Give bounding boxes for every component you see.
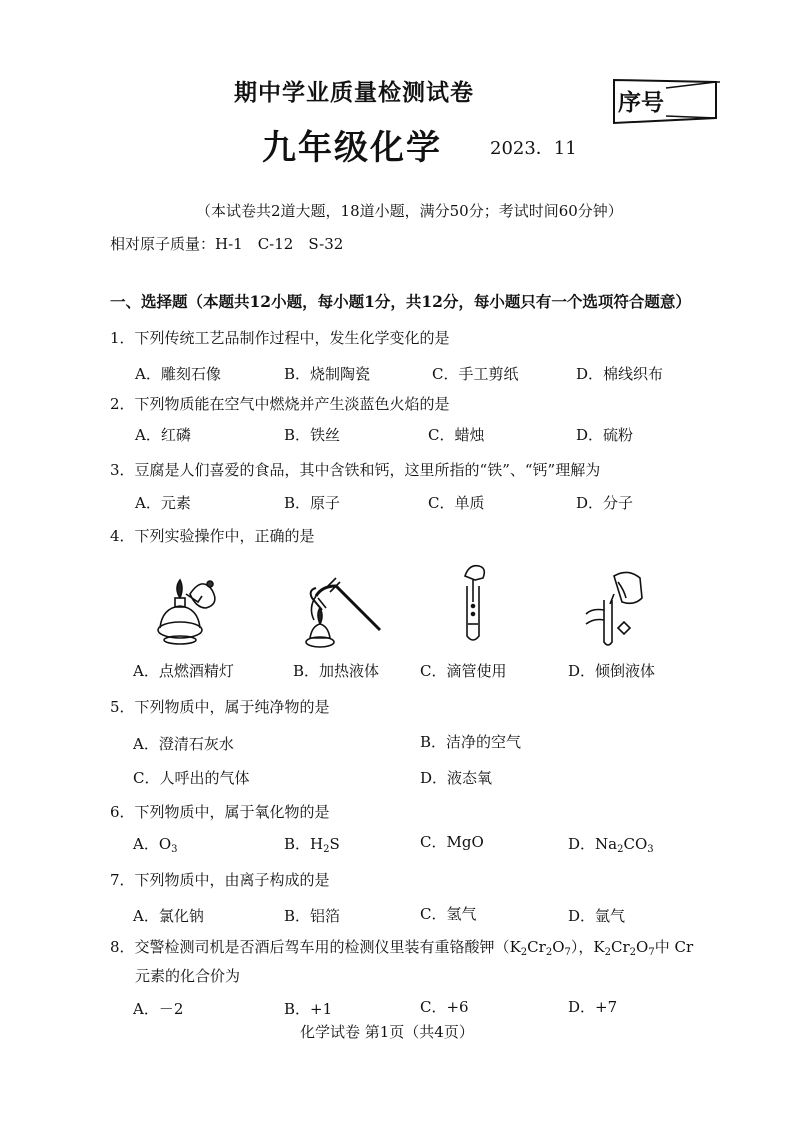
question-stem: 下列物质能在空气中燃烧并产生淡蓝色火焰的是 <box>134 395 450 413</box>
question-stem: 下列物质中，属于纯净物的是 <box>134 698 330 716</box>
formula-o3: $O_3$ <box>158 835 178 855</box>
q8-option-b[interactable]: B．+1 <box>284 1000 333 1018</box>
question-6 <box>110 801 330 822</box>
page-footer: 化学试卷 第1页（共4页） <box>300 1023 474 1041</box>
q2-option-a[interactable]: A．红磷 <box>135 426 191 444</box>
q6-option-c[interactable]: C．MgO <box>420 833 484 851</box>
lighting-alcohol-lamp-figure <box>150 568 230 648</box>
question-stem: 下列实验操作中，正确的是 <box>134 527 315 545</box>
formula-na2co3: $Na_2CO_3$ <box>595 835 654 855</box>
q5-option-a[interactable]: A．澄清石灰水 <box>133 735 234 753</box>
stem-tail: 中 Cr <box>654 938 694 956</box>
q5-option-b[interactable]: B．洁净的空气 <box>420 733 522 751</box>
serial-label: 序号 <box>618 90 664 116</box>
question-4 <box>110 525 315 546</box>
question-8-line2: 元素的化合价为 <box>135 967 241 985</box>
dropper-use-figure <box>455 558 495 644</box>
question-stem: 下列传统工艺品制作过程中，发生化学变化的是 <box>134 329 450 347</box>
question-number: 2． <box>110 395 135 413</box>
q2-option-c[interactable]: C．蜡烛 <box>428 426 485 444</box>
q1-option-b[interactable]: B．烧制陶瓷 <box>284 365 371 383</box>
formula-k2cr2o7-repeat: $K_2Cr_2O_7$ <box>593 938 655 958</box>
exam-title: 期中学业质量检测试卷 <box>234 80 474 106</box>
q3-option-a[interactable]: A．元素 <box>135 494 191 512</box>
question-number: 1． <box>110 329 135 347</box>
option-label: D． <box>568 835 596 853</box>
q5-option-d[interactable]: D．液态氧 <box>420 769 493 787</box>
formula-k2cr2o7: $K_2Cr_2O_7$ <box>509 938 571 958</box>
q4-option-d[interactable]: D．倾倒液体 <box>568 662 656 680</box>
stem-connector: ）， <box>570 938 594 956</box>
question-5 <box>110 696 330 717</box>
question-stem: 下列物质中，由离子构成的是 <box>134 871 330 889</box>
q7-option-a[interactable]: A．氯化钠 <box>133 907 204 925</box>
option-label: A． <box>133 835 159 853</box>
serial-number-box <box>612 76 722 126</box>
atomic-masses: 相对原子质量：H-1 C-12 S-32 <box>110 235 344 253</box>
q3-option-b[interactable]: B．原子 <box>284 494 341 512</box>
q3-option-d[interactable]: D．分子 <box>576 494 634 512</box>
formula-h2s: $H_2S$ <box>310 835 340 855</box>
q7-option-d[interactable]: D．氩气 <box>568 907 626 925</box>
heating-liquid-figure <box>296 568 386 654</box>
q8-option-c[interactable]: C．+6 <box>420 998 469 1016</box>
q1-option-c[interactable]: C．手工剪纸 <box>432 365 519 383</box>
question-number: 3． <box>110 461 135 479</box>
question-number: 4． <box>110 527 135 545</box>
question-number: 5． <box>110 698 135 716</box>
q7-option-c[interactable]: C．氢气 <box>420 905 477 923</box>
question-number: 7． <box>110 871 135 889</box>
question-8 <box>110 936 693 958</box>
q1-option-d[interactable]: D．棉线织布 <box>576 365 664 383</box>
q3-option-c[interactable]: C．单质 <box>428 494 485 512</box>
pouring-liquid-figure <box>578 568 648 652</box>
q6-option-a[interactable] <box>133 833 178 855</box>
exam-note: （本试卷共2道大题，18道小题，满分50分；考试时间60分钟） <box>196 202 623 220</box>
question-stem: 交警检测司机是否酒后驾车用的检测仪里装有重铬酸钾（ <box>134 938 510 956</box>
question-1 <box>110 327 450 348</box>
question-number: 6． <box>110 803 135 821</box>
q7-option-b[interactable]: B．铝箔 <box>284 907 341 925</box>
q1-option-a[interactable]: A．雕刻石像 <box>135 365 221 383</box>
q5-option-c[interactable]: C．人呼出的气体 <box>133 769 250 787</box>
q8-option-d[interactable]: D．+7 <box>568 998 618 1016</box>
q6-option-d[interactable] <box>568 833 654 855</box>
question-7 <box>110 869 330 890</box>
q4-option-b[interactable]: B．加热液体 <box>293 662 380 680</box>
q2-option-b[interactable]: B．铁丝 <box>284 426 341 444</box>
q4-option-a[interactable]: A．点燃酒精灯 <box>133 662 234 680</box>
q8-option-a[interactable]: A．－2 <box>133 1000 184 1018</box>
section-title-choice: 一、选择题（本题共12小题，每小题1分，共12分，每小题只有一个选项符合题意） <box>110 292 691 311</box>
option-label: B． <box>284 835 311 853</box>
question-stem: 豆腐是人们喜爱的食品，其中含铁和钙，这里所指的“铁”、“钙”理解为 <box>134 461 601 479</box>
question-number: 8． <box>110 938 135 956</box>
exam-date: 2023．11 <box>490 138 577 159</box>
q4-option-c[interactable]: C．滴管使用 <box>420 662 507 680</box>
q2-option-d[interactable]: D．硫粉 <box>576 426 634 444</box>
question-stem: 下列物质中，属于氧化物的是 <box>134 803 330 821</box>
q6-option-b[interactable] <box>284 833 340 855</box>
subject-title: 九年级化学 <box>262 128 442 168</box>
question-3 <box>110 459 600 480</box>
question-2 <box>110 393 450 414</box>
